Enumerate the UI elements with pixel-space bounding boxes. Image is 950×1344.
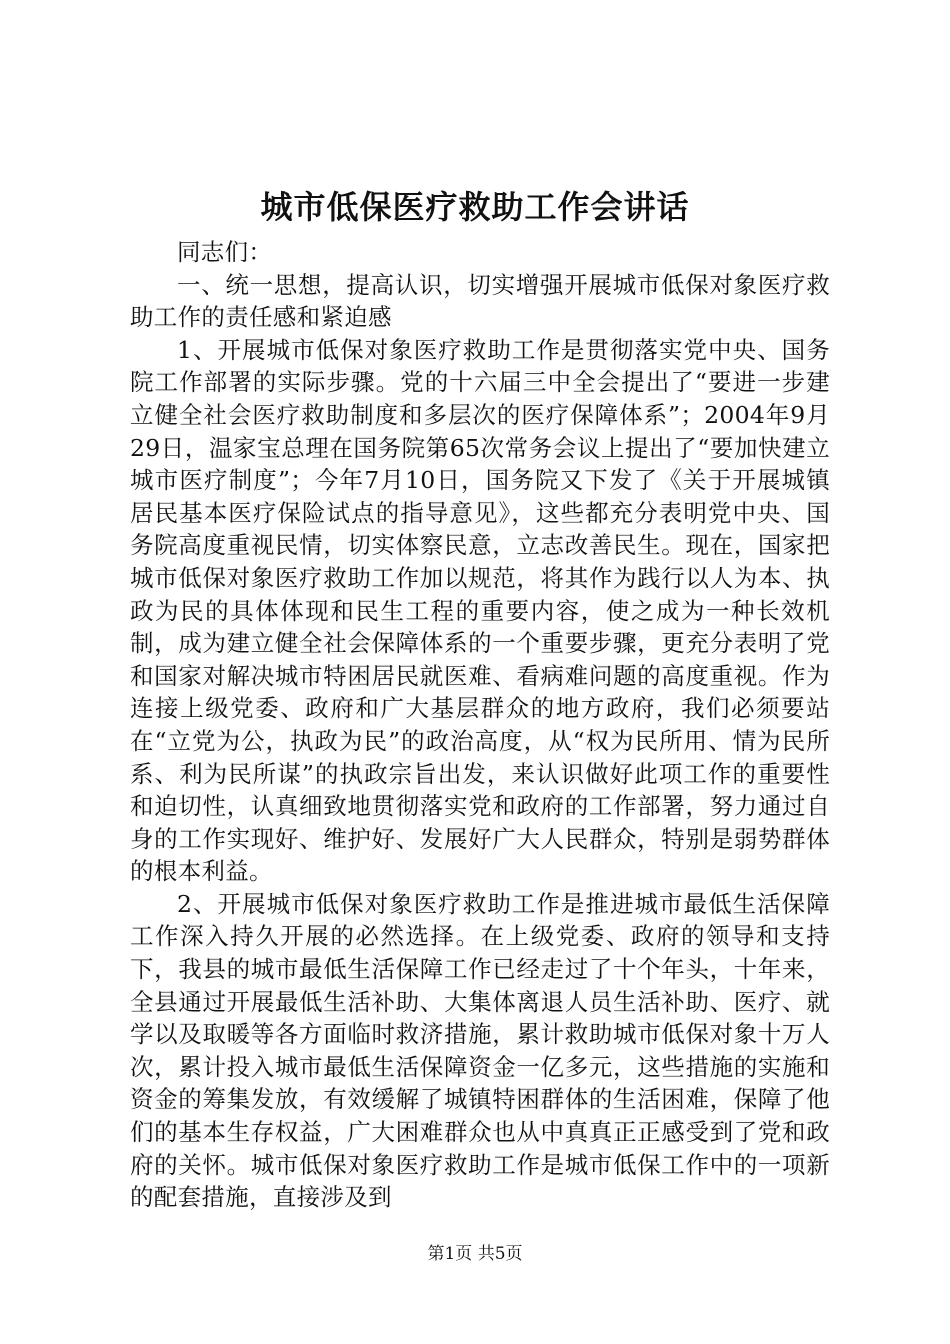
section-heading: 一、统一思想，提高认识，切实增强开展城市低保对象医疗救助工作的责任感和紧迫感 xyxy=(130,270,830,332)
body-paragraph: 1、开展城市低保对象医疗救助工作是贯彻落实党中央、国务院工作部署的实际步骤。党的十六届三中全会提出了“要进一步建立健全社会医疗救助制度和多层次的医疗保障体系”；2004年9月29日，温家宝总理在国务院第65次常务会议上提出了“要加快建立城市医疗制度”；今年7月10日，国务院又下发了《关于开展城镇居民基本医疗保险试点的指导意见》，这些都充分表明党中央、国务院高度重视民情，切实体察民意，立志改善民生。现在，国家把城市低保对象医疗救助工作加以规范，将其作为践行以人为本、执政为民的具体体现和民生工程的重要内容，使之成为一种长效机制，成为建立健全社会保障体系的一个重要步骤，更充分表明了党和国家对解决城市特困居民就医难、看病难问题的高度重视。作为连接上级党委、政府和广大基层群众的地方政府，我们必须要站在“立党为公，执政为民”的政治高度，从“权为民所用、情为民所系、利为民所谋”的执政宗旨出发，来认识做好此项工作的重要性和迫切性，认真细致地贯彻落实党和政府的工作部署，努力通过自身的工作实现好、维护好、发展好广大人民群众，特别是弱势群体的根本利益。 xyxy=(130,335,830,886)
salutation: 同志们： xyxy=(177,238,273,266)
page-number-footer: 第1页 共5页 xyxy=(427,1244,523,1264)
body-paragraph: 2、开展城市低保对象医疗救助工作是推进城市最低生活保障工作深入持久开展的必然选择。在上级党委、政府的领导和支持下，我县的城市最低生活保障工作已经走过了十个年头，十年来，全县通过开展最低生活补助、大集体离退人员生活补助、医疗、就学以及取暖等各方面临时救济措施，累计救助城市低保对象十万人次，累计投入城市最低生活保障资金一亿多元，这些措施的实施和资金的筹集发放，有效缓解了城镇特困群体的生活困难，保障了他们的基本生存权益，广大困难群众也从中真真正正感受到了党和政府的关怀。城市低保对象医疗救助工作是城市低保工作中的一项新的配套措施，直接涉及到 xyxy=(130,889,830,1212)
document-body xyxy=(130,236,830,1214)
document-title: 城市低保医疗救助工作会讲话 xyxy=(260,188,690,226)
